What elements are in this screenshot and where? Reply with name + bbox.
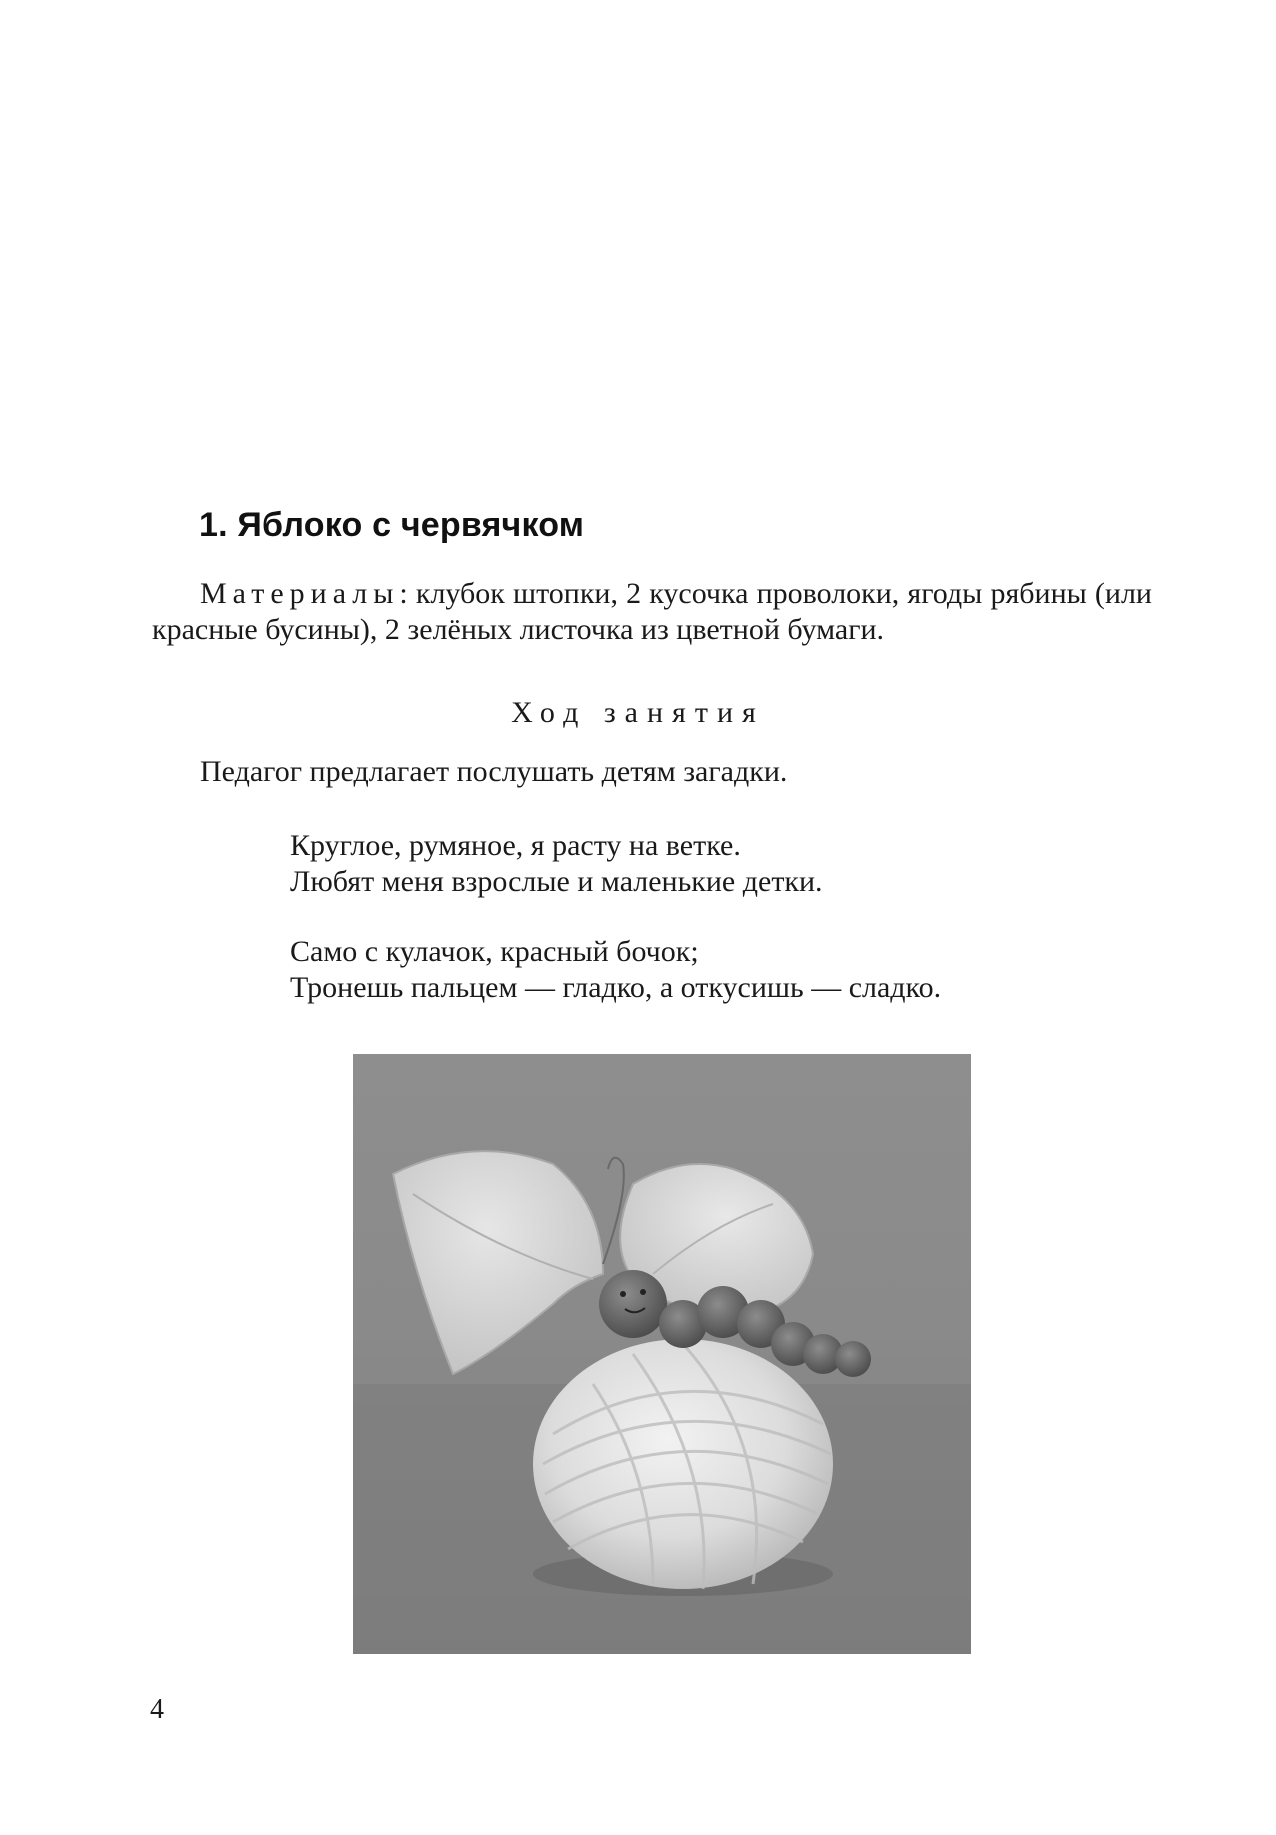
riddle-1: [290, 828, 823, 900]
riddle-2-line-1: Само с кулачок, красный бочок;: [290, 935, 699, 968]
materials-text: : клубок штопки, 2 кусочка проволоки, ягоды рябины (или красные бусины), 2 зелёных листочка из цветной бумаги.: [152, 577, 1152, 646]
riddle-2: [290, 934, 941, 1006]
materials-paragraph: [152, 576, 1152, 648]
materials-label: Материалы: [200, 577, 400, 610]
page-number: 4: [150, 1694, 164, 1725]
riddle-2-line-2: Тронешь пальцем — гладко, а откусишь — сладко.: [290, 971, 942, 1004]
apple-with-worm-icon: [353, 1054, 971, 1654]
apple-craft-photo: [353, 1054, 971, 1654]
intro-paragraph: Педагог предлагает послушать детям загадки.: [200, 755, 788, 788]
section-heading: 1. Яблоко с червячком: [199, 506, 585, 544]
lesson-progress-title: Ход занятия: [511, 696, 765, 729]
riddle-1-line-2: Любят меня взрослые и маленькие детки.: [290, 865, 823, 898]
riddle-1-line-1: Круглое, румяное, я расту на ветке.: [290, 829, 741, 862]
